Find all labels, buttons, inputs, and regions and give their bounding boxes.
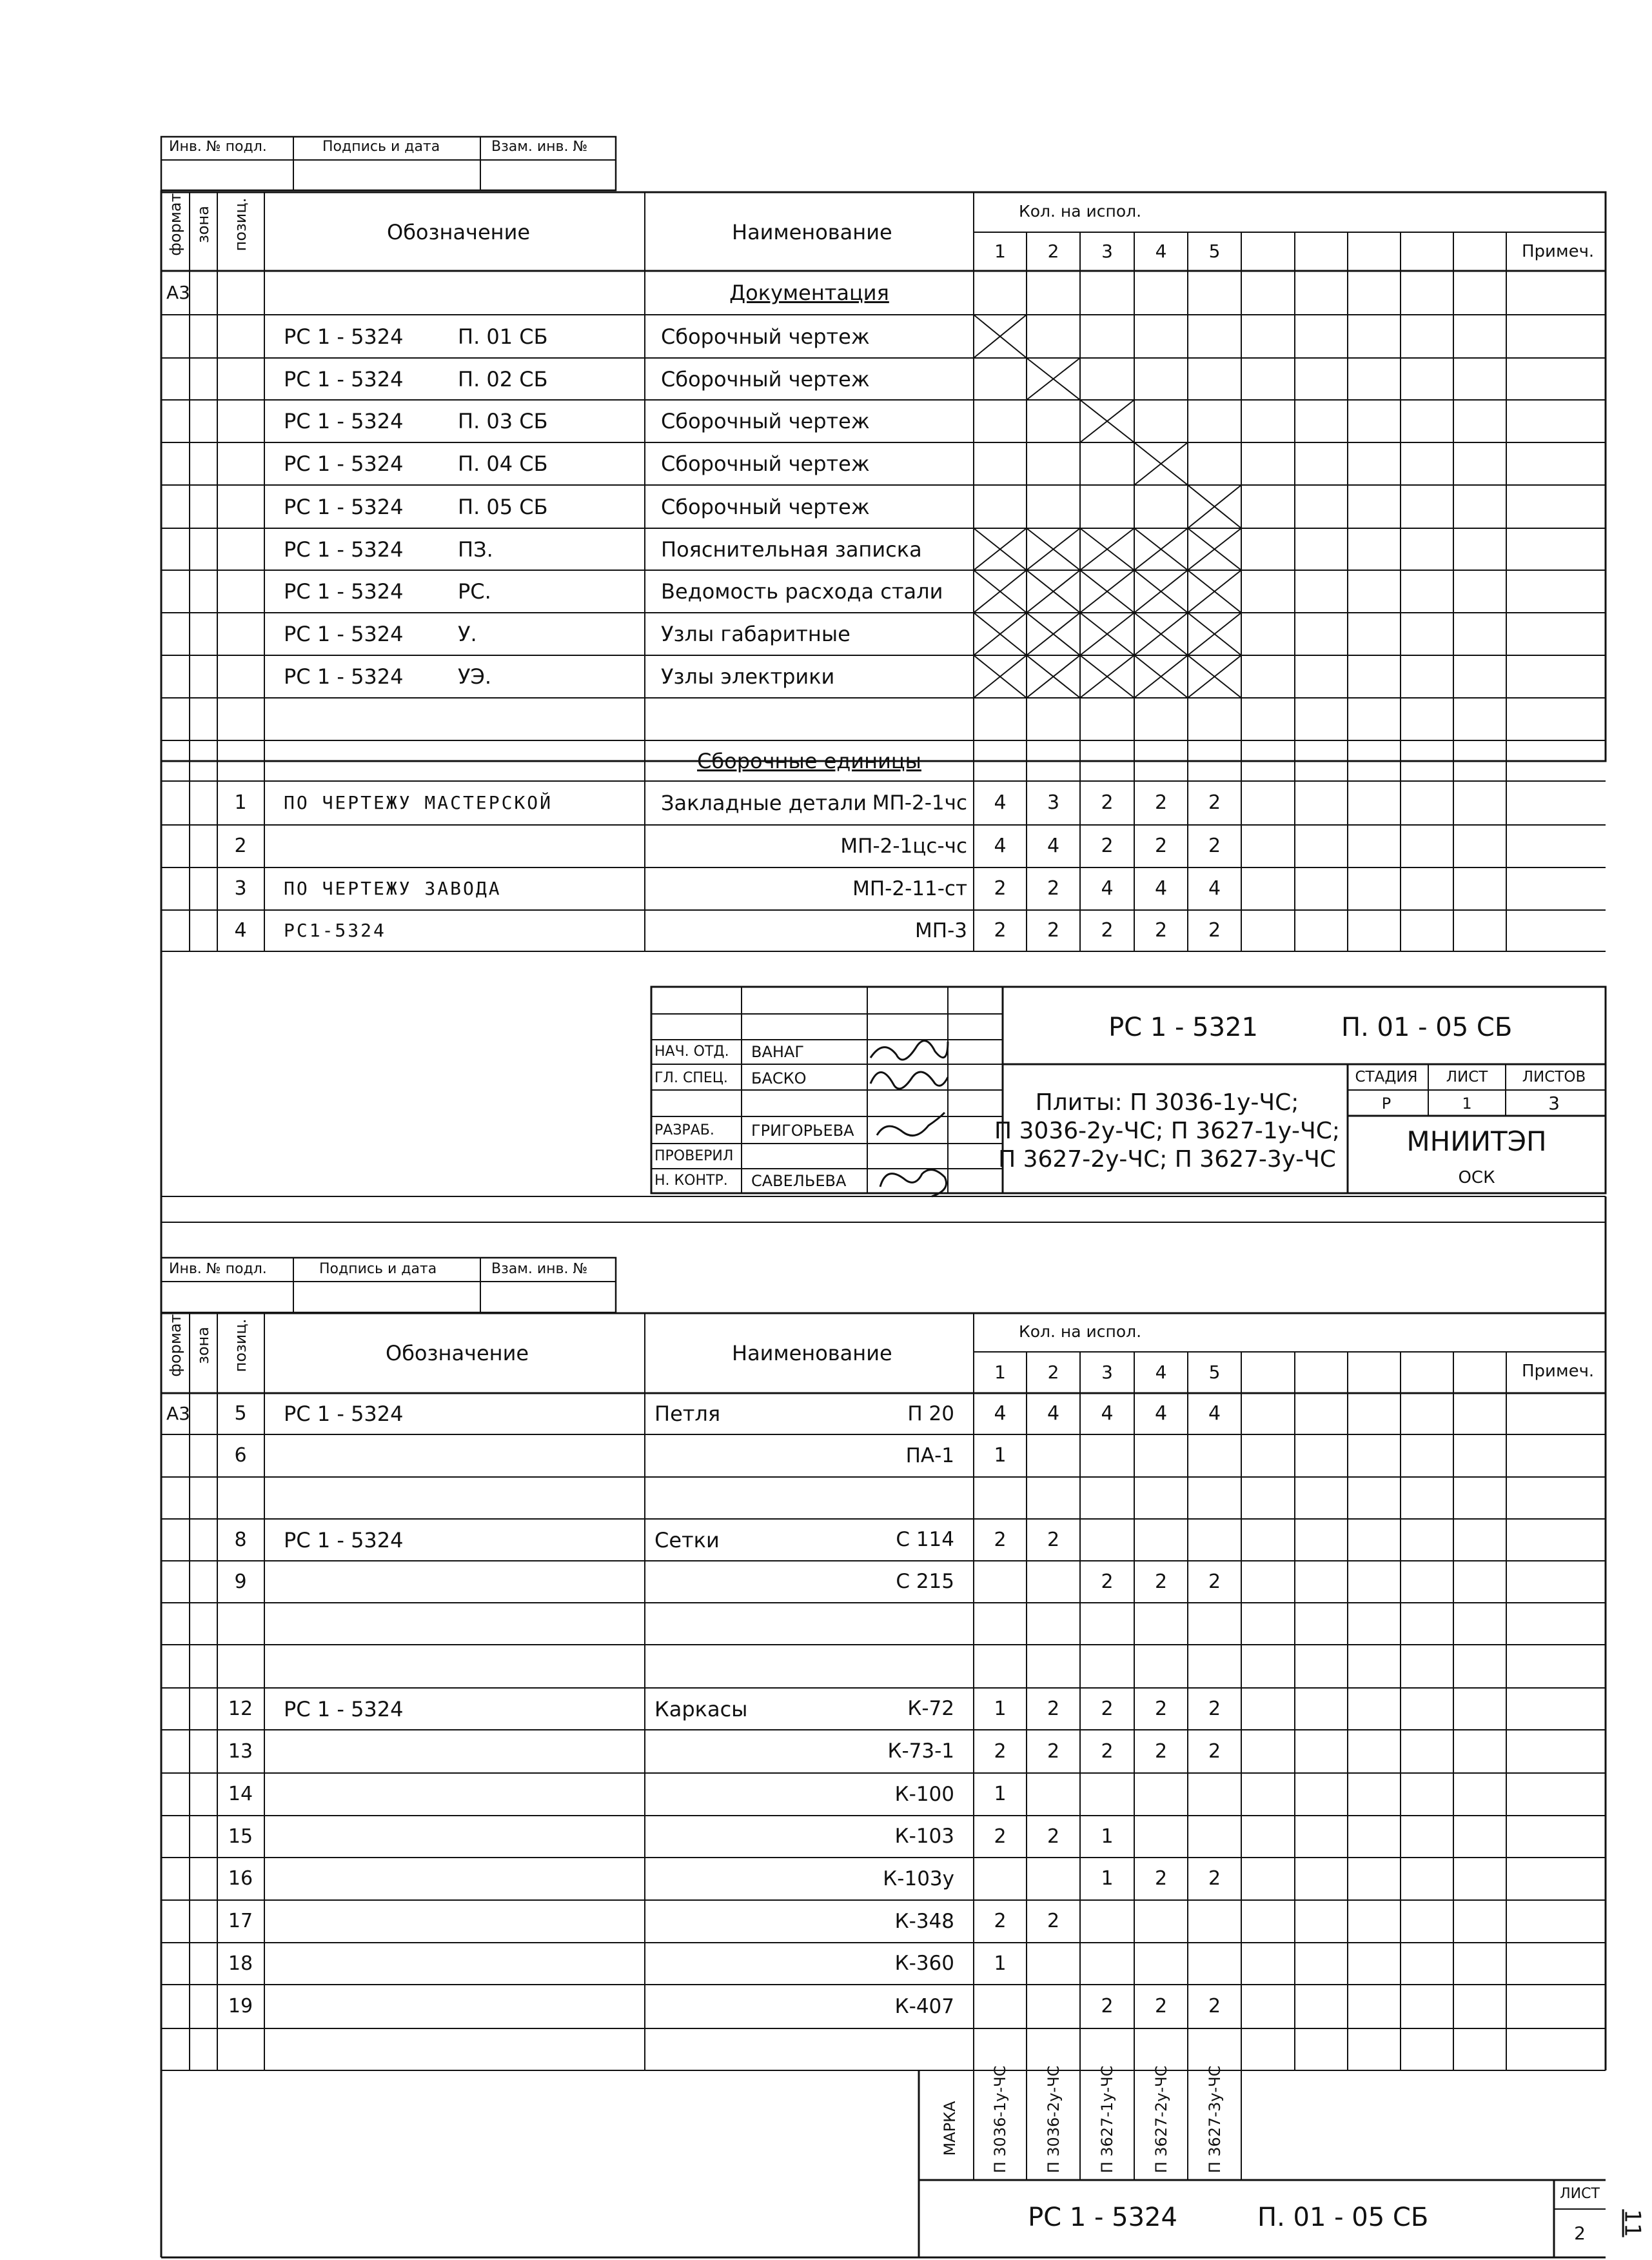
tb-title-line: П 3036-2у-ЧС; П 3627-1у-ЧС;	[994, 1118, 1340, 1144]
row-pos: 13	[228, 1740, 253, 1763]
format-value: А3	[166, 282, 190, 303]
row-qty: 2	[1101, 919, 1114, 942]
row-qty: 2	[1154, 1867, 1168, 1890]
row-qty: 4	[1154, 1402, 1168, 1425]
row-suffix: П. 05 СБ	[458, 494, 548, 519]
row-code: РС 1 - 5324	[284, 537, 404, 562]
row-qty: 2	[1208, 835, 1221, 857]
header-oboznachenie: Обозначение	[386, 1341, 529, 1365]
tb-role: Н. КОНТР.	[654, 1173, 728, 1189]
tb-person: ВАНАГ	[751, 1043, 804, 1061]
row-pos: 6	[234, 1444, 247, 1467]
row-qty: 2	[994, 1825, 1007, 1848]
header-col-4: 4	[1155, 241, 1167, 262]
row-qty: 2	[1101, 1570, 1114, 1593]
row-qty: 2	[994, 1528, 1007, 1551]
row-mark: МП-2-1чс	[872, 791, 967, 815]
marka-label: МАРКА	[941, 2101, 959, 2156]
stamp-podpis-label: Подпись и дата	[322, 139, 440, 155]
row-mark: К-348	[894, 1909, 954, 1933]
tb-listov: 3	[1548, 1093, 1560, 1114]
row-code: РС 1 - 5324	[284, 324, 404, 349]
row-qty: 2	[1208, 1867, 1221, 1890]
row-qty: 2	[1101, 1995, 1114, 2017]
stamp-inv-podl-label: Инв. № подл.	[169, 1261, 267, 1277]
row-qty: 1	[994, 1444, 1007, 1467]
row-qty: 2	[994, 1740, 1007, 1763]
row-qty: 2	[1101, 1697, 1114, 1720]
row-name: Сборочный чертеж	[661, 409, 870, 433]
marka-value: П 3627-3у-ЧС	[1205, 2065, 1224, 2174]
header-primech: Примеч.	[1522, 1362, 1595, 1381]
row-mark: С 114	[896, 1528, 954, 1551]
row-qty: 2	[1208, 791, 1221, 814]
row-code: РС 1 - 5324	[284, 451, 404, 476]
row-qty: 2	[1208, 1570, 1221, 1593]
tb-stadia: Р	[1381, 1095, 1391, 1113]
tb-title-line: Плиты: П 3036-1у-ЧС;	[1035, 1089, 1299, 1116]
row-suffix: П. 04 СБ	[458, 451, 548, 476]
row-suffix: УЭ.	[458, 664, 492, 689]
row-pos: 14	[228, 1783, 253, 1805]
row-code: РС 1 - 5324	[284, 1402, 404, 1426]
row-qty: 2	[1047, 1528, 1060, 1551]
margin-note: 11	[1619, 2209, 1646, 2237]
header-zona: зона	[194, 1327, 212, 1364]
header-col-2: 2	[1047, 241, 1059, 262]
row-mark: К-73-1	[887, 1740, 954, 1763]
header-zona: зона	[194, 206, 212, 243]
row-qty: 2	[1208, 1740, 1221, 1763]
row-code: РС 1 - 5324	[284, 1696, 404, 1721]
header-pozits: позиц.	[231, 197, 250, 252]
row-qty: 2	[1047, 1910, 1060, 1932]
marka-value: П 3627-1у-ЧС	[1098, 2065, 1116, 2174]
row-pos: 1	[234, 791, 247, 814]
row-pos: 5	[234, 1402, 247, 1425]
row-mark: К-72	[907, 1697, 954, 1720]
tb-dept: ОСК	[1458, 1168, 1495, 1187]
row-qty: 2	[1208, 1995, 1221, 2017]
row-qty: 4	[1047, 1402, 1060, 1425]
row-qty: 2	[1047, 1825, 1060, 1848]
row-mark: К-100	[894, 1782, 954, 1806]
format-value: А3	[166, 1403, 190, 1424]
row-pos: 3	[234, 877, 247, 900]
row-pos: 19	[228, 1995, 253, 2017]
row-suffix: П. 01 СБ	[458, 324, 548, 349]
tb-code: РС 1 - 5321	[1108, 1013, 1258, 1042]
tb-list: 1	[1462, 1095, 1472, 1113]
row-pos: 2	[234, 835, 247, 857]
row-qty: 2	[1047, 1697, 1060, 1720]
tb-person: БАСКО	[751, 1069, 807, 1087]
row-mark: МП-2-11-ст	[852, 877, 967, 900]
row-qty: 3	[1047, 791, 1060, 814]
row-pos: 15	[228, 1825, 253, 1848]
row-qty: 4	[1208, 877, 1221, 900]
row-name: Петля	[654, 1402, 721, 1426]
row-qty: 2	[1154, 1570, 1168, 1593]
footer-list-value: 2	[1574, 2223, 1586, 2244]
row-qty: 2	[1154, 919, 1168, 942]
row-qty: 2	[1047, 919, 1060, 942]
row-suffix: ПЗ.	[458, 537, 493, 562]
row-mark: К-103у	[883, 1867, 954, 1890]
section-heading: Сборочные единицы	[697, 748, 921, 773]
stamp-vzam-label: Взам. инв. №	[491, 139, 588, 155]
row-mark: К-360	[894, 1952, 954, 1975]
header-format: формат	[166, 1314, 184, 1377]
row-pos: 16	[228, 1867, 253, 1890]
header-kol: Кол. на испол.	[1019, 201, 1142, 221]
header-col-5: 5	[1208, 241, 1221, 262]
row-code: ПО ЧЕРТЕЖУ МАСТЕРСКОЙ	[284, 792, 553, 813]
tb-list-label: ЛИСТ	[1446, 1068, 1488, 1085]
row-code: РС1-5324	[284, 920, 386, 941]
row-qty: 2	[1101, 835, 1114, 857]
header-col-5: 5	[1208, 1362, 1221, 1383]
row-qty: 2	[1047, 877, 1060, 900]
row-qty: 4	[1208, 1402, 1221, 1425]
header-col-1: 1	[994, 1362, 1006, 1383]
row-qty: 2	[1154, 791, 1168, 814]
tb-title-line: П 3627-2у-ЧС; П 3627-3у-ЧС	[998, 1146, 1336, 1173]
row-pos: 18	[228, 1952, 253, 1975]
row-code: РС 1 - 5324	[284, 366, 404, 392]
row-mark: П 20	[907, 1402, 954, 1425]
row-mark: ПА-1	[905, 1443, 954, 1467]
row-qty: 2	[1047, 1740, 1060, 1763]
tb-person: САВЕЛЬЕВА	[751, 1172, 847, 1190]
row-qty: 2	[1154, 1995, 1168, 2017]
footer-sheet-code: П. 01 - 05 СБ	[1257, 2203, 1429, 2232]
stamp-vzam-label: Взам. инв. №	[491, 1261, 588, 1277]
row-code: РС 1 - 5324	[284, 579, 404, 604]
row-name: Закладные детали	[661, 791, 867, 815]
section-heading: Документация	[729, 281, 889, 305]
row-qty: 1	[1101, 1825, 1114, 1848]
row-name: Сетки	[654, 1527, 720, 1552]
row-name: Сборочный чертеж	[661, 451, 870, 476]
row-name: Пояснительная записка	[661, 537, 922, 562]
header-naimenovanie: Наименование	[732, 1341, 892, 1365]
row-name: Узлы габаритные	[661, 622, 851, 646]
row-code: ПО ЧЕРТЕЖУ ЗАВОДА	[284, 878, 502, 899]
row-mark: МП-3	[915, 918, 967, 942]
header-pozits: позиц.	[231, 1318, 250, 1373]
row-name: Сборочный чертеж	[661, 324, 870, 349]
row-code: РС 1 - 5324	[284, 1527, 404, 1552]
row-code: РС 1 - 5324	[284, 409, 404, 433]
row-qty: 2	[994, 877, 1007, 900]
row-pos: 4	[234, 919, 247, 942]
row-qty: 2	[1208, 919, 1221, 942]
footer-list-label: ЛИСТ	[1560, 2186, 1600, 2202]
tb-role: ПРОВЕРИЛ	[654, 1148, 734, 1164]
tb-sheet-code: П. 01 - 05 СБ	[1341, 1013, 1513, 1042]
row-mark: К-103	[894, 1825, 954, 1848]
row-mark: С 215	[896, 1570, 954, 1593]
row-pos: 8	[234, 1528, 247, 1551]
row-pos: 12	[228, 1697, 253, 1720]
row-qty: 4	[994, 1402, 1007, 1425]
header-col-2: 2	[1047, 1362, 1059, 1383]
row-qty: 4	[1047, 835, 1060, 857]
row-code: РС 1 - 5324	[284, 664, 404, 689]
row-suffix: У.	[458, 622, 477, 646]
tb-listov-label: ЛИСТОВ	[1522, 1068, 1586, 1085]
row-qty: 2	[1154, 835, 1168, 857]
tb-role: НАЧ. ОТД.	[654, 1044, 729, 1060]
row-name: Узлы электрики	[661, 664, 835, 689]
row-qty: 1	[994, 1952, 1007, 1975]
tb-org: МНИИТЭП	[1406, 1125, 1547, 1157]
row-suffix: П. 02 СБ	[458, 366, 548, 392]
row-qty: 2	[994, 919, 1007, 942]
row-qty: 2	[1208, 1697, 1221, 1720]
row-name: Сборочный чертеж	[661, 494, 870, 519]
tb-person: ГРИГОРЬЕВА	[751, 1122, 854, 1140]
header-col-3: 3	[1101, 1362, 1113, 1383]
row-code: РС 1 - 5324	[284, 622, 404, 646]
row-suffix: П. 03 СБ	[458, 409, 548, 433]
header-col-1: 1	[994, 241, 1006, 262]
row-qty: 2	[1101, 791, 1114, 814]
header-col-4: 4	[1155, 1362, 1167, 1383]
row-qty: 4	[1101, 877, 1114, 900]
tb-role: РАЗРАБ.	[654, 1122, 714, 1138]
row-mark: К-407	[894, 1994, 954, 2018]
row-qty: 4	[1154, 877, 1168, 900]
header-naimenovanie: Наименование	[732, 220, 892, 244]
header-kol: Кол. на испол.	[1019, 1322, 1142, 1341]
stamp-inv-podl-label: Инв. № подл.	[169, 139, 267, 155]
row-qty: 4	[994, 835, 1007, 857]
header-col-3: 3	[1101, 241, 1113, 262]
row-qty: 4	[994, 791, 1007, 814]
row-name: Ведомость расхода стали	[661, 579, 943, 604]
row-pos: 9	[234, 1570, 247, 1593]
header-format: формат	[166, 193, 184, 256]
header-primech: Примеч.	[1522, 242, 1595, 261]
marka-value: П 3036-1у-ЧС	[991, 2065, 1009, 2174]
row-qty: 1	[994, 1783, 1007, 1805]
stamp-podpis-label: Подпись и дата	[319, 1261, 437, 1277]
row-mark: МП-2-1цс-чс	[840, 834, 967, 858]
row-qty: 2	[1154, 1697, 1168, 1720]
row-name: Каркасы	[654, 1696, 748, 1721]
header-oboznachenie: Обозначение	[387, 220, 531, 244]
row-suffix: РС.	[458, 579, 491, 604]
row-qty: 2	[994, 1910, 1007, 1932]
row-qty: 1	[1101, 1867, 1114, 1890]
row-code: РС 1 - 5324	[284, 494, 404, 519]
row-name: Сборочный чертеж	[661, 366, 870, 392]
row-qty: 2	[1101, 1740, 1114, 1763]
tb-stadia-label: СТАДИЯ	[1355, 1068, 1418, 1085]
marka-value: П 3627-2у-ЧС	[1152, 2065, 1170, 2174]
row-qty: 1	[994, 1697, 1007, 1720]
row-qty: 4	[1101, 1402, 1114, 1425]
marka-value: П 3036-2у-ЧС	[1044, 2065, 1063, 2174]
footer-code: РС 1 - 5324	[1028, 2203, 1177, 2232]
row-pos: 17	[228, 1910, 253, 1932]
tb-role: ГЛ. СПЕЦ.	[654, 1070, 728, 1086]
row-qty: 2	[1154, 1740, 1168, 1763]
